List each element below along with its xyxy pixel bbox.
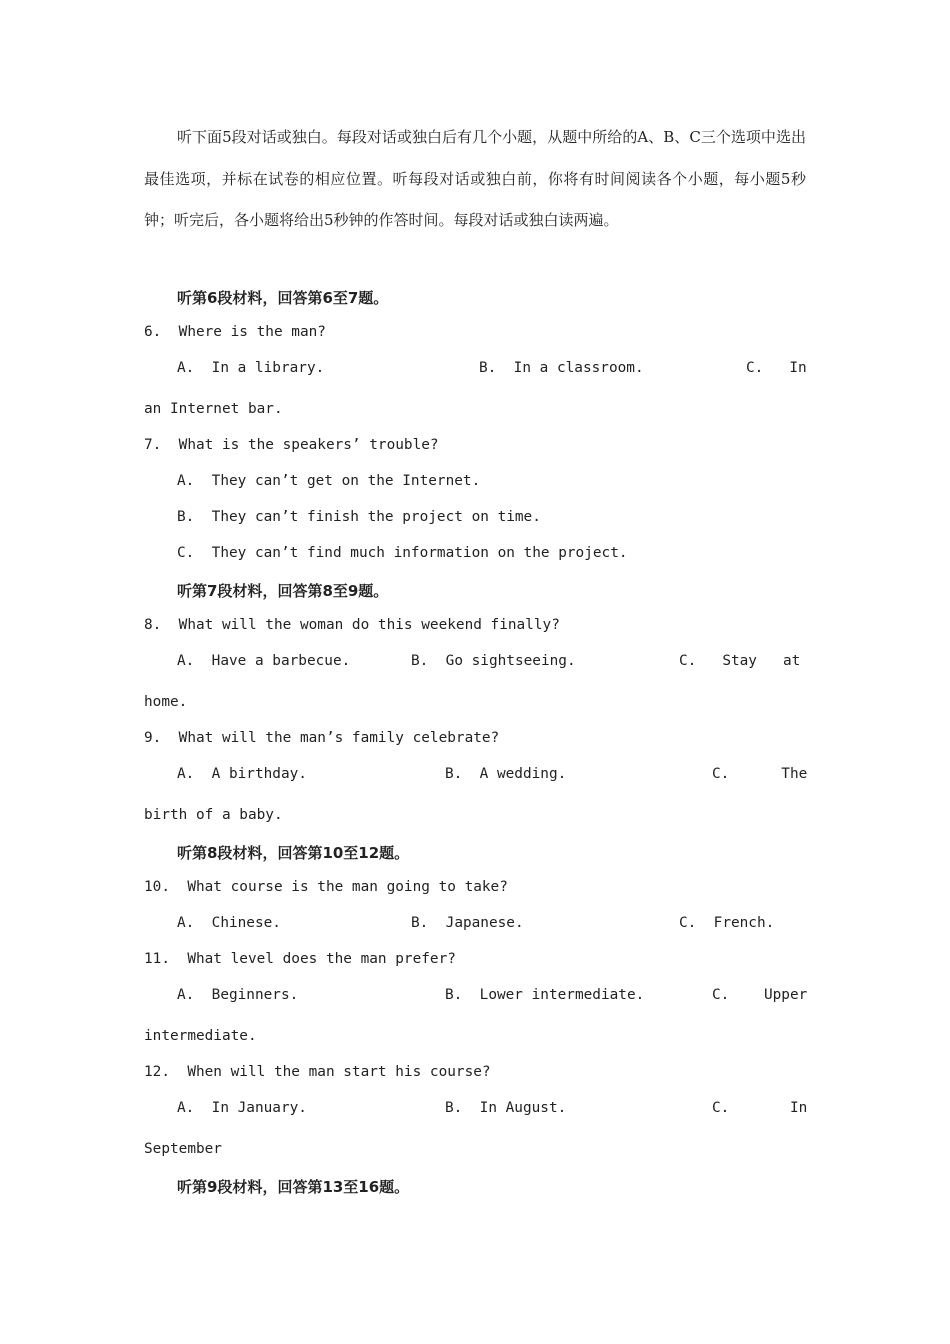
option-continuation: intermediate. [144, 1028, 257, 1044]
question-stem: 11. What level does the man prefer? [144, 951, 456, 967]
option-c: C. Upper [712, 987, 808, 1003]
option-a: A. Beginners. [177, 987, 299, 1003]
option-b: B. A wedding. [445, 766, 567, 782]
listening-instructions: 听下面5段对话或独白。每段对话或独白后有几个小题，从题中所给的A、B、C三个选项中选出最佳选项，并标在试卷的相应位置。听每段对话或独白前，你将有时间阅读各个小题，每小题5秒钟；听完后，各小题将给出5秒钟的作答时间。每段对话或独白读两遍。 [144, 128, 806, 229]
option-continuation: an Internet bar. [144, 401, 283, 417]
section-heading: 听第7段材料，回答第8至9题。 [177, 582, 389, 600]
question-stem: 12. When will the man start his course? [144, 1064, 491, 1080]
section-heading: 听第9段材料，回答第13至16题。 [177, 1178, 410, 1196]
option-c: C. The [712, 766, 808, 782]
option-c: C. In [712, 1100, 808, 1116]
option-a: A. A birthday. [177, 766, 307, 782]
option-b: B. Japanese. [411, 915, 524, 931]
option-a: A. In a library. [177, 360, 325, 376]
question-stem: 8. What will the woman do this weekend finally? [144, 617, 560, 633]
option-b: B. In August. [445, 1100, 567, 1116]
option-continuation: birth of a baby. [144, 807, 283, 823]
option-b: B. Lower intermediate. [445, 987, 645, 1003]
option-c: C. They can’t find much information on the project. [177, 545, 628, 561]
question-stem: 9. What will the man’s family celebrate? [144, 730, 500, 746]
option-a: A. They can’t get on the Internet. [177, 473, 481, 489]
option-a: A. In January. [177, 1100, 307, 1116]
question-stem: 10. What course is the man going to take? [144, 879, 508, 895]
option-b: B. In a classroom. [479, 360, 644, 376]
option-continuation: home. [144, 694, 188, 710]
question-stem: 7. What is the speakers’ trouble? [144, 437, 439, 453]
section-heading: 听第6段材料，回答第6至7题。 [177, 289, 389, 307]
option-c: C. Stay at [679, 653, 801, 669]
option-c: C. In [746, 360, 807, 376]
option-continuation: September [144, 1141, 222, 1157]
option-b: B. They can’t finish the project on time. [177, 509, 541, 525]
question-stem: 6. Where is the man? [144, 324, 326, 340]
option-c: C. French. [679, 915, 775, 931]
option-b: B. Go sightseeing. [411, 653, 576, 669]
option-a: A. Chinese. [177, 915, 281, 931]
option-a: A. Have a barbecue. [177, 653, 351, 669]
section-heading: 听第8段材料，回答第10至12题。 [177, 844, 410, 862]
